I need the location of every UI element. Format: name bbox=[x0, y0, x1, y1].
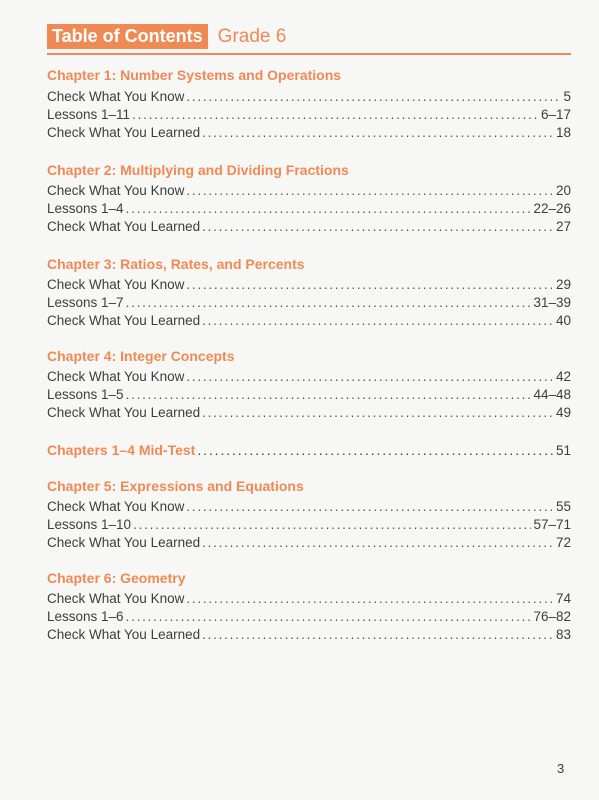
entry-label: Check What You Learned bbox=[47, 219, 201, 234]
leader-dots bbox=[126, 200, 532, 218]
chapter-3-entry-learned bbox=[47, 312, 571, 330]
grade-label: Grade 6 bbox=[217, 25, 287, 47]
leader-dots bbox=[133, 516, 531, 534]
leader-dots bbox=[126, 294, 532, 312]
leader-dots bbox=[202, 626, 554, 644]
leader-dots bbox=[202, 218, 554, 236]
chapter-4-entry-know bbox=[47, 368, 571, 386]
entry-label: Check What You Know bbox=[47, 369, 185, 384]
entry-label: Check What You Learned bbox=[47, 405, 201, 420]
chapter-1-entry-know bbox=[47, 88, 571, 106]
chapter-5-title: Chapter 5: Expressions and Equations bbox=[47, 478, 304, 494]
entry-label: Check What You Know bbox=[47, 499, 185, 514]
leader-dots bbox=[202, 534, 554, 552]
entry-page: 6–17 bbox=[540, 107, 571, 122]
chapter-2-title: Chapter 2: Multiplying and Dividing Fractions bbox=[47, 162, 349, 178]
midtest-entry bbox=[47, 441, 571, 460]
entry-page: 18 bbox=[555, 125, 571, 140]
entry-label: Lessons 1–7 bbox=[47, 295, 124, 310]
midtest-page: 51 bbox=[555, 443, 571, 458]
chapter-3-entry-lessons bbox=[47, 294, 571, 312]
chapter-6-entry-know bbox=[47, 590, 571, 608]
entry-label: Check What You Learned bbox=[47, 535, 201, 550]
entry-page: 49 bbox=[555, 405, 571, 420]
entry-page: 74 bbox=[555, 591, 571, 606]
entry-label: Lessons 1–4 bbox=[47, 201, 124, 216]
entry-label: Check What You Learned bbox=[47, 313, 201, 328]
entry-page: 5 bbox=[563, 89, 571, 104]
toc-title: Table of Contents bbox=[47, 24, 208, 49]
entry-label: Check What You Learned bbox=[47, 627, 201, 642]
chapter-6-title: Chapter 6: Geometry bbox=[47, 570, 186, 586]
chapter-6-entry-lessons bbox=[47, 608, 571, 626]
entry-label: Check What You Know bbox=[47, 89, 185, 104]
entry-label: Check What You Know bbox=[47, 277, 185, 292]
chapter-2-entry-lessons bbox=[47, 200, 571, 218]
leader-dots bbox=[126, 386, 532, 404]
leader-dots bbox=[202, 404, 554, 422]
midtest-label: Chapters 1–4 Mid-Test bbox=[47, 442, 196, 458]
entry-page: 83 bbox=[555, 627, 571, 642]
leader-dots bbox=[186, 590, 554, 608]
page-number: 3 bbox=[557, 761, 565, 776]
entry-page: 44–48 bbox=[533, 387, 571, 402]
entry-page: 42 bbox=[555, 369, 571, 384]
entry-label: Check What You Know bbox=[47, 183, 185, 198]
entry-page: 55 bbox=[555, 499, 571, 514]
chapter-5-entry-know bbox=[47, 498, 571, 516]
entry-page: 20 bbox=[555, 183, 571, 198]
chapter-4-title: Chapter 4: Integer Concepts bbox=[47, 348, 235, 364]
header bbox=[47, 24, 286, 49]
entry-page: 40 bbox=[555, 313, 571, 328]
chapter-2-entry-know bbox=[47, 182, 571, 200]
leader-dots bbox=[186, 276, 554, 294]
entry-page: 31–39 bbox=[533, 295, 571, 310]
chapter-4-entry-lessons bbox=[47, 386, 571, 404]
chapter-2-entry-learned bbox=[47, 218, 571, 236]
leader-dots bbox=[132, 106, 539, 124]
chapter-1-title: Chapter 1: Number Systems and Operations bbox=[47, 67, 342, 83]
chapter-4-entry-learned bbox=[47, 404, 571, 422]
leader-dots bbox=[202, 124, 554, 142]
entry-label: Lessons 1–5 bbox=[47, 387, 124, 402]
entry-label: Lessons 1–10 bbox=[47, 517, 132, 532]
entry-page: 22–26 bbox=[533, 201, 571, 216]
leader-dots bbox=[197, 441, 554, 459]
entry-page: 27 bbox=[555, 219, 571, 234]
leader-dots bbox=[186, 182, 554, 200]
entry-page: 72 bbox=[555, 535, 571, 550]
leader-dots bbox=[186, 498, 554, 516]
leader-dots bbox=[202, 312, 554, 330]
chapter-1-entry-lessons bbox=[47, 106, 571, 124]
chapter-3-title: Chapter 3: Ratios, Rates, and Percents bbox=[47, 256, 305, 272]
chapter-6-entry-learned bbox=[47, 626, 571, 644]
entry-label: Lessons 1–6 bbox=[47, 609, 124, 624]
entry-page: 29 bbox=[555, 277, 571, 292]
chapter-3-entry-know bbox=[47, 276, 571, 294]
entry-page: 76–82 bbox=[533, 609, 571, 624]
header-rule bbox=[47, 53, 571, 55]
entry-label: Check What You Learned bbox=[47, 125, 201, 140]
entry-label: Lessons 1–11 bbox=[47, 107, 131, 122]
chapter-5-entry-learned bbox=[47, 534, 571, 552]
leader-dots bbox=[126, 608, 532, 626]
leader-dots bbox=[186, 88, 561, 106]
chapter-1-entry-learned bbox=[47, 124, 571, 142]
leader-dots bbox=[186, 368, 554, 386]
entry-page: 57–71 bbox=[533, 517, 571, 532]
chapter-5-entry-lessons bbox=[47, 516, 571, 534]
entry-label: Check What You Know bbox=[47, 591, 185, 606]
